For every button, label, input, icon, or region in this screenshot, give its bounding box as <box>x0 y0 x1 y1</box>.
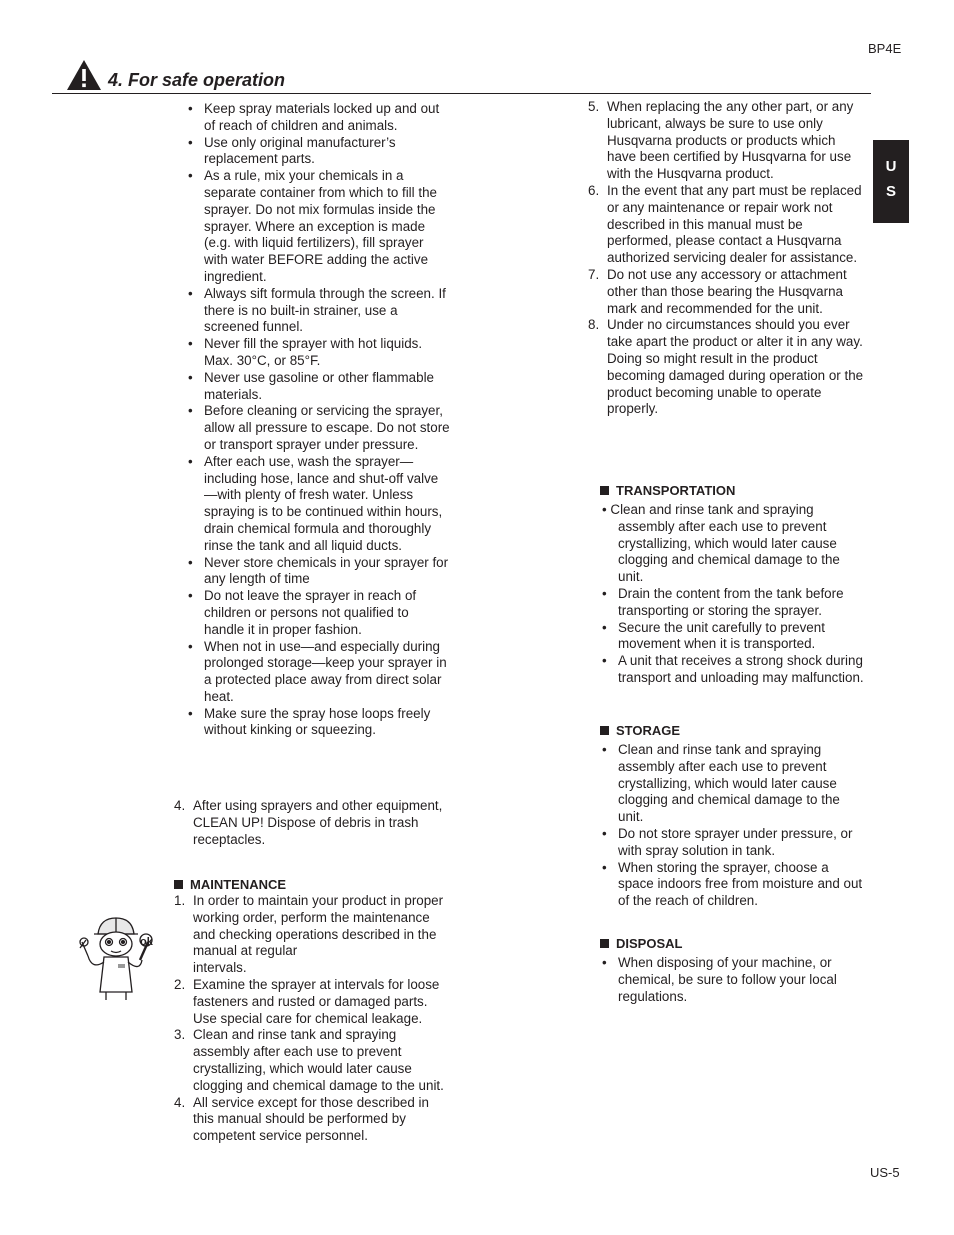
list-item: • Never fill the sprayer with hot liquids. Max. 30°C, or 85°F. <box>188 336 450 370</box>
cleanup-step <box>174 798 444 848</box>
list-item: • Keep spray materials locked up and out of reach of children and animals. <box>188 101 450 135</box>
item-number: 8. <box>588 317 600 333</box>
mechanic-ok-illustration <box>76 912 156 1002</box>
page-number: US-5 <box>870 1165 900 1180</box>
storage-heading-text: STORAGE <box>616 723 681 738</box>
list-item: • When disposing of your machine, or chemical, be sure to follow your local regulations. <box>602 955 864 1005</box>
list-item: • Do not store sprayer under pressure, or with spray solution in tank. <box>602 826 864 860</box>
storage-heading <box>600 722 680 739</box>
list-item <box>174 1027 446 1094</box>
item-text: Do not use any accessory or attachment other than those bearing the Husqvarna mark and recommended for the unit. <box>607 266 847 316</box>
list-item <box>588 99 866 183</box>
list-item: • Use only original manufacturer’s replacement parts. <box>188 135 450 169</box>
maintenance-heading <box>174 876 286 893</box>
square-bullet-icon <box>600 939 609 948</box>
list-item <box>588 317 866 418</box>
disposal-list <box>602 955 864 1005</box>
transportation-heading <box>600 482 735 499</box>
list-item: • Never store chemicals in your sprayer for any length of time <box>188 555 450 589</box>
list-item: • Clean and rinse tank and spraying assembly after each use to prevent crystallizing, which would later cause clogging and chemical damage to the unit. <box>602 742 864 826</box>
list-item: • Do not leave the sprayer in reach of children or persons not qualified to handle it in proper fashion. <box>188 588 450 638</box>
item-number: 6. <box>588 182 600 198</box>
square-bullet-icon <box>174 880 183 889</box>
square-bullet-icon <box>600 486 609 495</box>
maintenance-heading-text: MAINTENANCE <box>190 877 287 892</box>
item-text: Clean and rinse tank and spraying assembly after each use to prevent crystallizing, which would later cause clogging and chemical damage to the unit. <box>193 1027 444 1093</box>
section-title: 4. For safe operation <box>108 70 286 90</box>
transportation-heading-text: TRANSPORTATION <box>616 483 736 498</box>
item-text: Under no circumstances should you ever take apart the product or alter it in any way. Doing so might result in the product becoming damaged during operation or the product becoming unable to operate properly. <box>607 317 864 417</box>
list-item: • Secure the unit carefully to prevent movement when it is transported. <box>602 620 864 654</box>
square-bullet-icon <box>600 726 609 735</box>
list-item <box>588 183 866 267</box>
item-text: All service except for those described in this manual should be performed by competent service personnel. <box>193 1094 429 1144</box>
item-number: 5. <box>588 99 600 114</box>
list-item: • Before cleaning or servicing the sprayer, allow all pressure to escape. Do not store or transport sprayer under pressure. <box>188 403 450 453</box>
list-item <box>588 267 866 317</box>
language-tab <box>873 140 909 223</box>
list-item <box>174 1095 446 1145</box>
list-item: • After each use, wash the sprayer—including hose, lance and shut-off valve—with plenty of fresh water. Unless spraying is to be continued within hours, drain chemical formula and thoroughly rinse the tank and all liquid ducts. <box>188 454 450 555</box>
model-code: BP4E <box>868 41 902 56</box>
list-item: • Make sure the spray hose loops freely without kinking or squeezing. <box>188 706 450 740</box>
list-item <box>174 893 446 977</box>
item-text: When replacing the any other part, or any lubricant, always be sure to use only Husqvarna products or products which have been certified by Husqvarna for use with the Husqvarna product. <box>607 99 854 182</box>
lang-tab-letter: U <box>885 158 897 175</box>
list-item: • As a rule, mix your chemicals in a separate container from which to fill the sprayer. Do not mix formulas inside the sprayer. Where an exception is made (e.g. with liquid fertilizers), fill sprayer with water BEFORE adding the active ingredient. <box>188 168 450 286</box>
item-number: 1. <box>174 893 186 908</box>
list-item: • Drain the content from the tank before transporting or storing the sprayer. <box>602 586 864 620</box>
parts-and-service-list <box>588 99 866 418</box>
step-text: After using sprayers and other equipment, CLEAN UP! Dispose of debris in trash receptacles. <box>193 798 443 847</box>
list-item: • Always sift formula through the screen. If there is no built-in strainer, use a screened funnel. <box>188 286 450 336</box>
step-number: 4. <box>174 798 186 813</box>
maintenance-list <box>174 893 446 1145</box>
item-number: 4. <box>174 1094 186 1110</box>
warning-triangle-icon <box>66 59 102 91</box>
list-item: • A unit that receives a strong shock during transport and unloading may malfunction. <box>602 653 864 687</box>
transportation-list <box>602 502 864 687</box>
svg-text:ok: ok <box>140 936 153 948</box>
item-text: In order to maintain your product in proper working order, perform the maintenance and checking operations described in the manual at regular intervals. <box>193 893 444 976</box>
list-item <box>174 977 446 1027</box>
item-number: 3. <box>174 1027 186 1043</box>
safety-bullet-list <box>188 101 450 739</box>
list-item: • When storing the sprayer, choose a space indoors free from moisture and out of the reach of children. <box>602 860 864 910</box>
storage-list <box>602 742 864 910</box>
item-number: 7. <box>588 266 600 282</box>
disposal-heading-text: DISPOSAL <box>616 936 683 951</box>
item-text: Examine the sprayer at intervals for loose fasteners and rusted or damaged parts. Use special care for chemical leakage. <box>193 976 440 1026</box>
lang-tab-letter: S <box>885 183 896 200</box>
list-item: • When not in use—and especially during prolonged storage—keep your sprayer in a protected place away from direct solar heat. <box>188 639 450 706</box>
header-divider <box>52 93 871 94</box>
disposal-heading <box>600 935 682 952</box>
item-number: 2. <box>174 976 186 992</box>
list-item: • Never use gasoline or other flammable materials. <box>188 370 450 404</box>
list-item: • Clean and rinse tank and spraying assembly after each use to prevent crystallizing, which would later cause clogging and chemical damage to the unit. <box>602 502 840 585</box>
item-text: In the event that any part must be replaced or any maintenance or repair work not described in this manual must be performed, please contact a Husqvarna authorized servicing dealer for assistance. <box>607 182 862 266</box>
